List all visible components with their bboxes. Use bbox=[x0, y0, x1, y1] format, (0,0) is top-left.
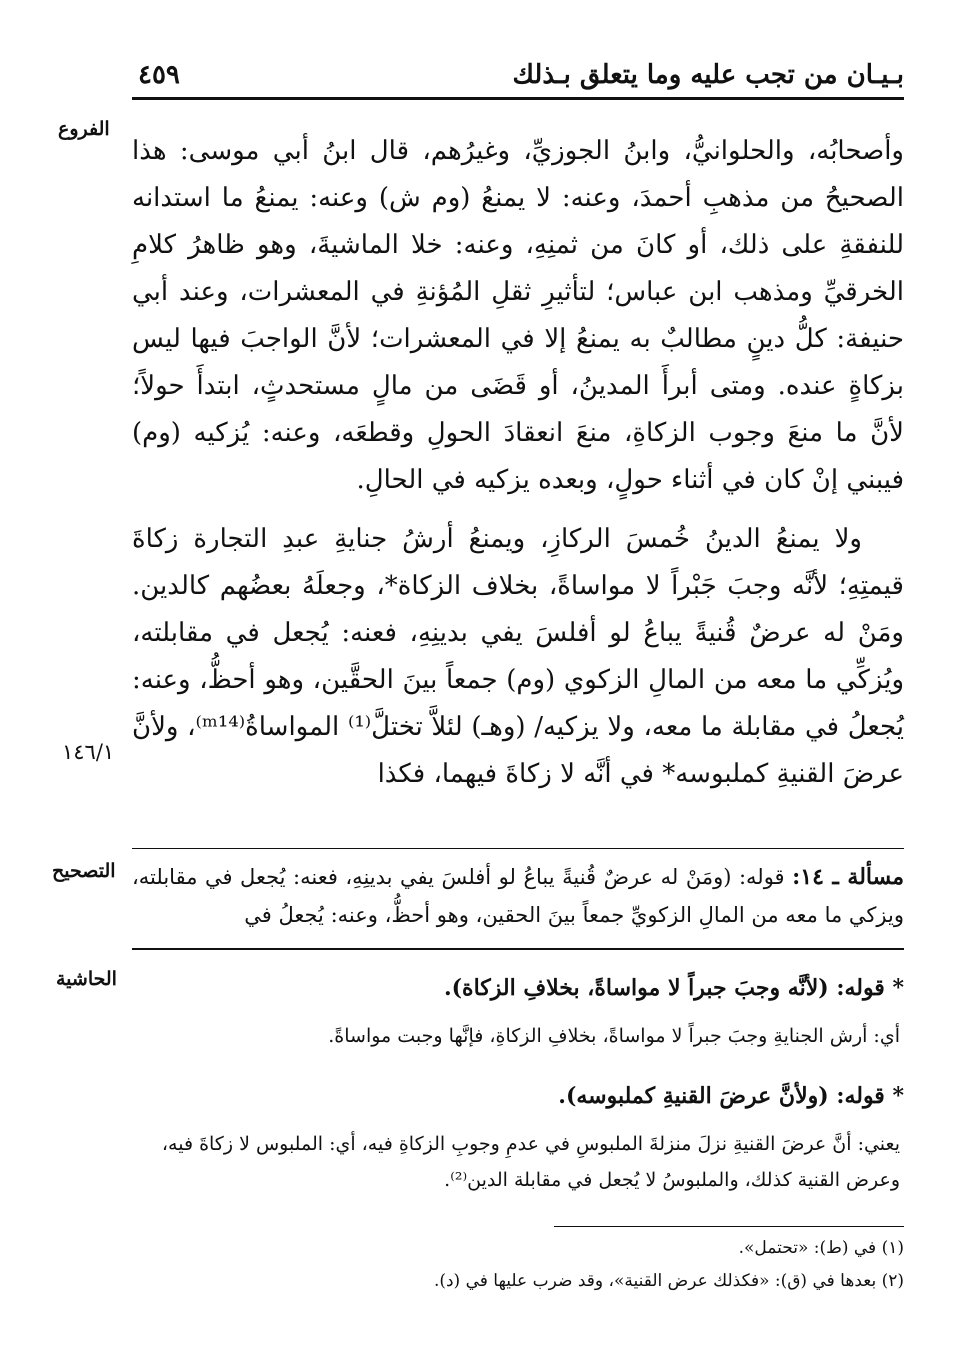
margin-label-tashih: التصحيح bbox=[52, 860, 116, 882]
tashih-separator bbox=[132, 848, 904, 849]
margin-label-furu: الفروع bbox=[58, 118, 110, 140]
hashiya-note-2 bbox=[132, 1076, 904, 1198]
tashih-section bbox=[132, 858, 904, 934]
hashiya-separator bbox=[132, 948, 904, 950]
footnote-separator bbox=[554, 1226, 904, 1227]
footnote-1: (١) في (ط): «تحتمل». bbox=[738, 1238, 904, 1258]
hashiya-explanation-2: يعني: أنَّ عرضَ القنيةِ نزلَ منزلةَ الملبوسِ في عدمِ وجوبِ الزكاةِ فيه، أي: الملبوس لا زكاةَ فيه، وعرض القنية كذلك، والملبوسُ لا يُجعل في مقابلة الدين⁽²⁾. bbox=[161, 1133, 900, 1191]
header-title: بـيـان من تجب عليه وما يتعلق بـذلك bbox=[512, 60, 904, 90]
main-paragraph-2: ولا يمنعُ الدينُ خُمسَ الركازِ، ويمنعُ أرشُ جنايةِ عبدِ التجارة زكاةَ قيمتِهِ؛ لأنَّه وجبَ جَبْراً لا مواساةً، بخلاف الزكاة*، وجعلَهُ بعضُهم كالدين. ومَنْ له عرضٌ قُنيةً يباعُ لو أفلسَ يفي بدينِهِ، فعنه: يُجعل في مقابلته، ويُزكِّي ما معه من المالِ الزكوي (وم) جمعاً بينَ الحقَّين، وهو أحظُّ، وعنه: يُجعلُ في مقابلة ما معه، ولا يزكيه/ (وهـ) لئلاَّ تختلَّ⁽¹⁾ المواساةُ⁽ᵐ¹⁴⁾، ولأنَّ عرضَ القنيةِ كملبوسه* في أنَّه لا زكاةَ فيهما، فكذا bbox=[132, 524, 904, 789]
header-rule bbox=[132, 97, 904, 100]
running-header bbox=[132, 52, 904, 100]
main-paragraph-1: وأصحابُه، والحلوانيُّ، وابنُ الجوزيِّ، وغيرُهم، قال ابنُ أبي موسى: هذا الصحيحُ من مذهبِ أحمدَ، وعنه: لا يمنعُ (وم ش) وعنه: يمنعُ ما استدانه للنفقةِ على ذلك، أو كانَ من ثمنِهِ، وعنه: خلا الماشيةَ، وهو ظاهرُ كلامِ الخرقيِّ ومذهب ابن عباس؛ لتأثيرِ ثقلِ المُؤنةِ في المعشرات، وعند أبي حنيفة: كلُّ دينٍ مطالبٌ به يمنعُ إلا في المعشرات؛ لأنَّ الواجبَ فيها ليس بزكاةٍ عنده. ومتى أبرأَ المدينُ، أو قَضَى من مالٍ مستحدثٍ، ابتدأَ حولاً؛ لأنَّ ما منعَ وجوب الزكاةِ، منعَ انعقادَ الحولِ وقطعَه، وعنه: يُزكيه (وم) فيبني إنْ كان في أثناء حولٍ، وبعده يزكيه في الحالِ. bbox=[132, 136, 904, 495]
page-number: ٤٥٩ bbox=[138, 60, 180, 90]
hashiya-note-1 bbox=[132, 968, 904, 1054]
hashiya-explanation-1: أي: أرش الجنايةِ وجبَ جبراً لا مواساةً، بخلافِ الزكاةِ، فإنَّها وجبت مواساةً. bbox=[328, 1025, 900, 1047]
margin-label-hashiya: الحاشية bbox=[56, 968, 117, 990]
footnotes bbox=[132, 1232, 904, 1298]
tashih-text: قوله: (ومَنْ له عرضٌ قُنيةً يباعُ لو أفلسَ يفي بدينِهِ، فعنه: يُجعل في مقابلته، ويزكي ما معه من المالِ الزكويِّ جمعاً بينَ الحقين، وهو أحظُّ، وعنه: يُجعلُ في bbox=[132, 865, 904, 927]
main-text bbox=[132, 128, 904, 798]
footnote-2: (٢) بعدها في (ق): «فكذلك عرض القنية»، وقد ضرب عليها في (د). bbox=[433, 1271, 904, 1291]
hashiya-quote-2: * قوله: (ولأنَّ عرضَ القنيةِ كملبوسه). bbox=[558, 1083, 904, 1109]
hashiya-quote-1: * قوله: (لأنَّه وجبَ جبراً لا مواساةً، بخلافِ الزكاة). bbox=[443, 975, 904, 1001]
margin-volume-page-ref: ١٤٦/١ bbox=[62, 740, 115, 764]
masala-heading: مسألة ـ ١٤: bbox=[792, 864, 905, 890]
